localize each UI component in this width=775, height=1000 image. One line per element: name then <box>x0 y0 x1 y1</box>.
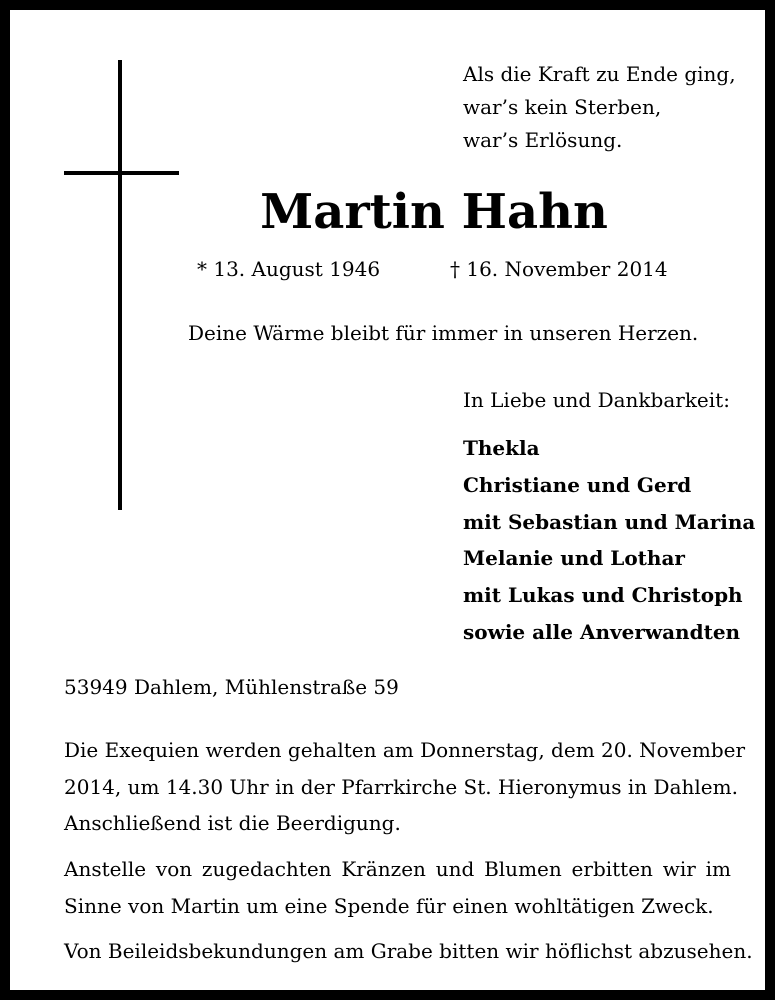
address: 53949 Dahlem, Mühlenstraße 59 <box>64 675 399 699</box>
family-member: mit Sebastian und Marina <box>463 509 756 534</box>
paragraph-line: 2014, um 14.30 Uhr in der Pfarrkirche St. Hieronymus in Dahlem. <box>64 774 738 799</box>
cross-icon-vertical <box>118 60 122 510</box>
cross-icon-horizontal <box>64 171 179 175</box>
family-list <box>463 430 755 651</box>
poem <box>463 58 736 157</box>
paragraph-line: Von Beileidsbekundungen am Grabe bitten wir höflichst abzusehen. <box>64 939 753 963</box>
family-member: Thekla <box>463 436 540 460</box>
condolence-paragraph <box>64 933 753 970</box>
family-member: sowie alle Anverwandten <box>463 619 741 644</box>
poem-line: war’s Erlösung. <box>463 128 623 152</box>
deceased-name: Martin Hahn <box>260 184 608 240</box>
family-member: mit Lukas und Christoph <box>463 583 743 608</box>
poem-line: war’s kein Sterben, <box>463 95 662 119</box>
thanks-heading: In Liebe und Dankbarkeit: <box>463 388 730 412</box>
family-member: Christiane und Gerd <box>463 472 692 497</box>
birth-date: * 13. August 1946 <box>197 257 381 281</box>
funeral-service-paragraph <box>64 732 746 842</box>
memorial-quote: Deine Wärme bleibt für immer in unseren Herzen. <box>188 321 699 345</box>
donation-paragraph <box>64 851 731 924</box>
paragraph-line: Sinne von Martin um eine Spende für einen wohltätigen Zweck. <box>64 893 714 918</box>
paragraph-line: Anstelle von zugedachten Kränzen und Blumen erbitten wir im <box>64 857 731 881</box>
poem-line: Als die Kraft zu Ende ging, <box>463 62 736 86</box>
death-date: † 16. November 2014 <box>450 257 668 281</box>
family-member: Melanie und Lothar <box>463 546 685 571</box>
paragraph-line: Die Exequien werden gehalten am Donnerstag, dem 20. November <box>64 738 746 762</box>
paragraph-line: Anschließend ist die Beerdigung. <box>64 811 401 835</box>
